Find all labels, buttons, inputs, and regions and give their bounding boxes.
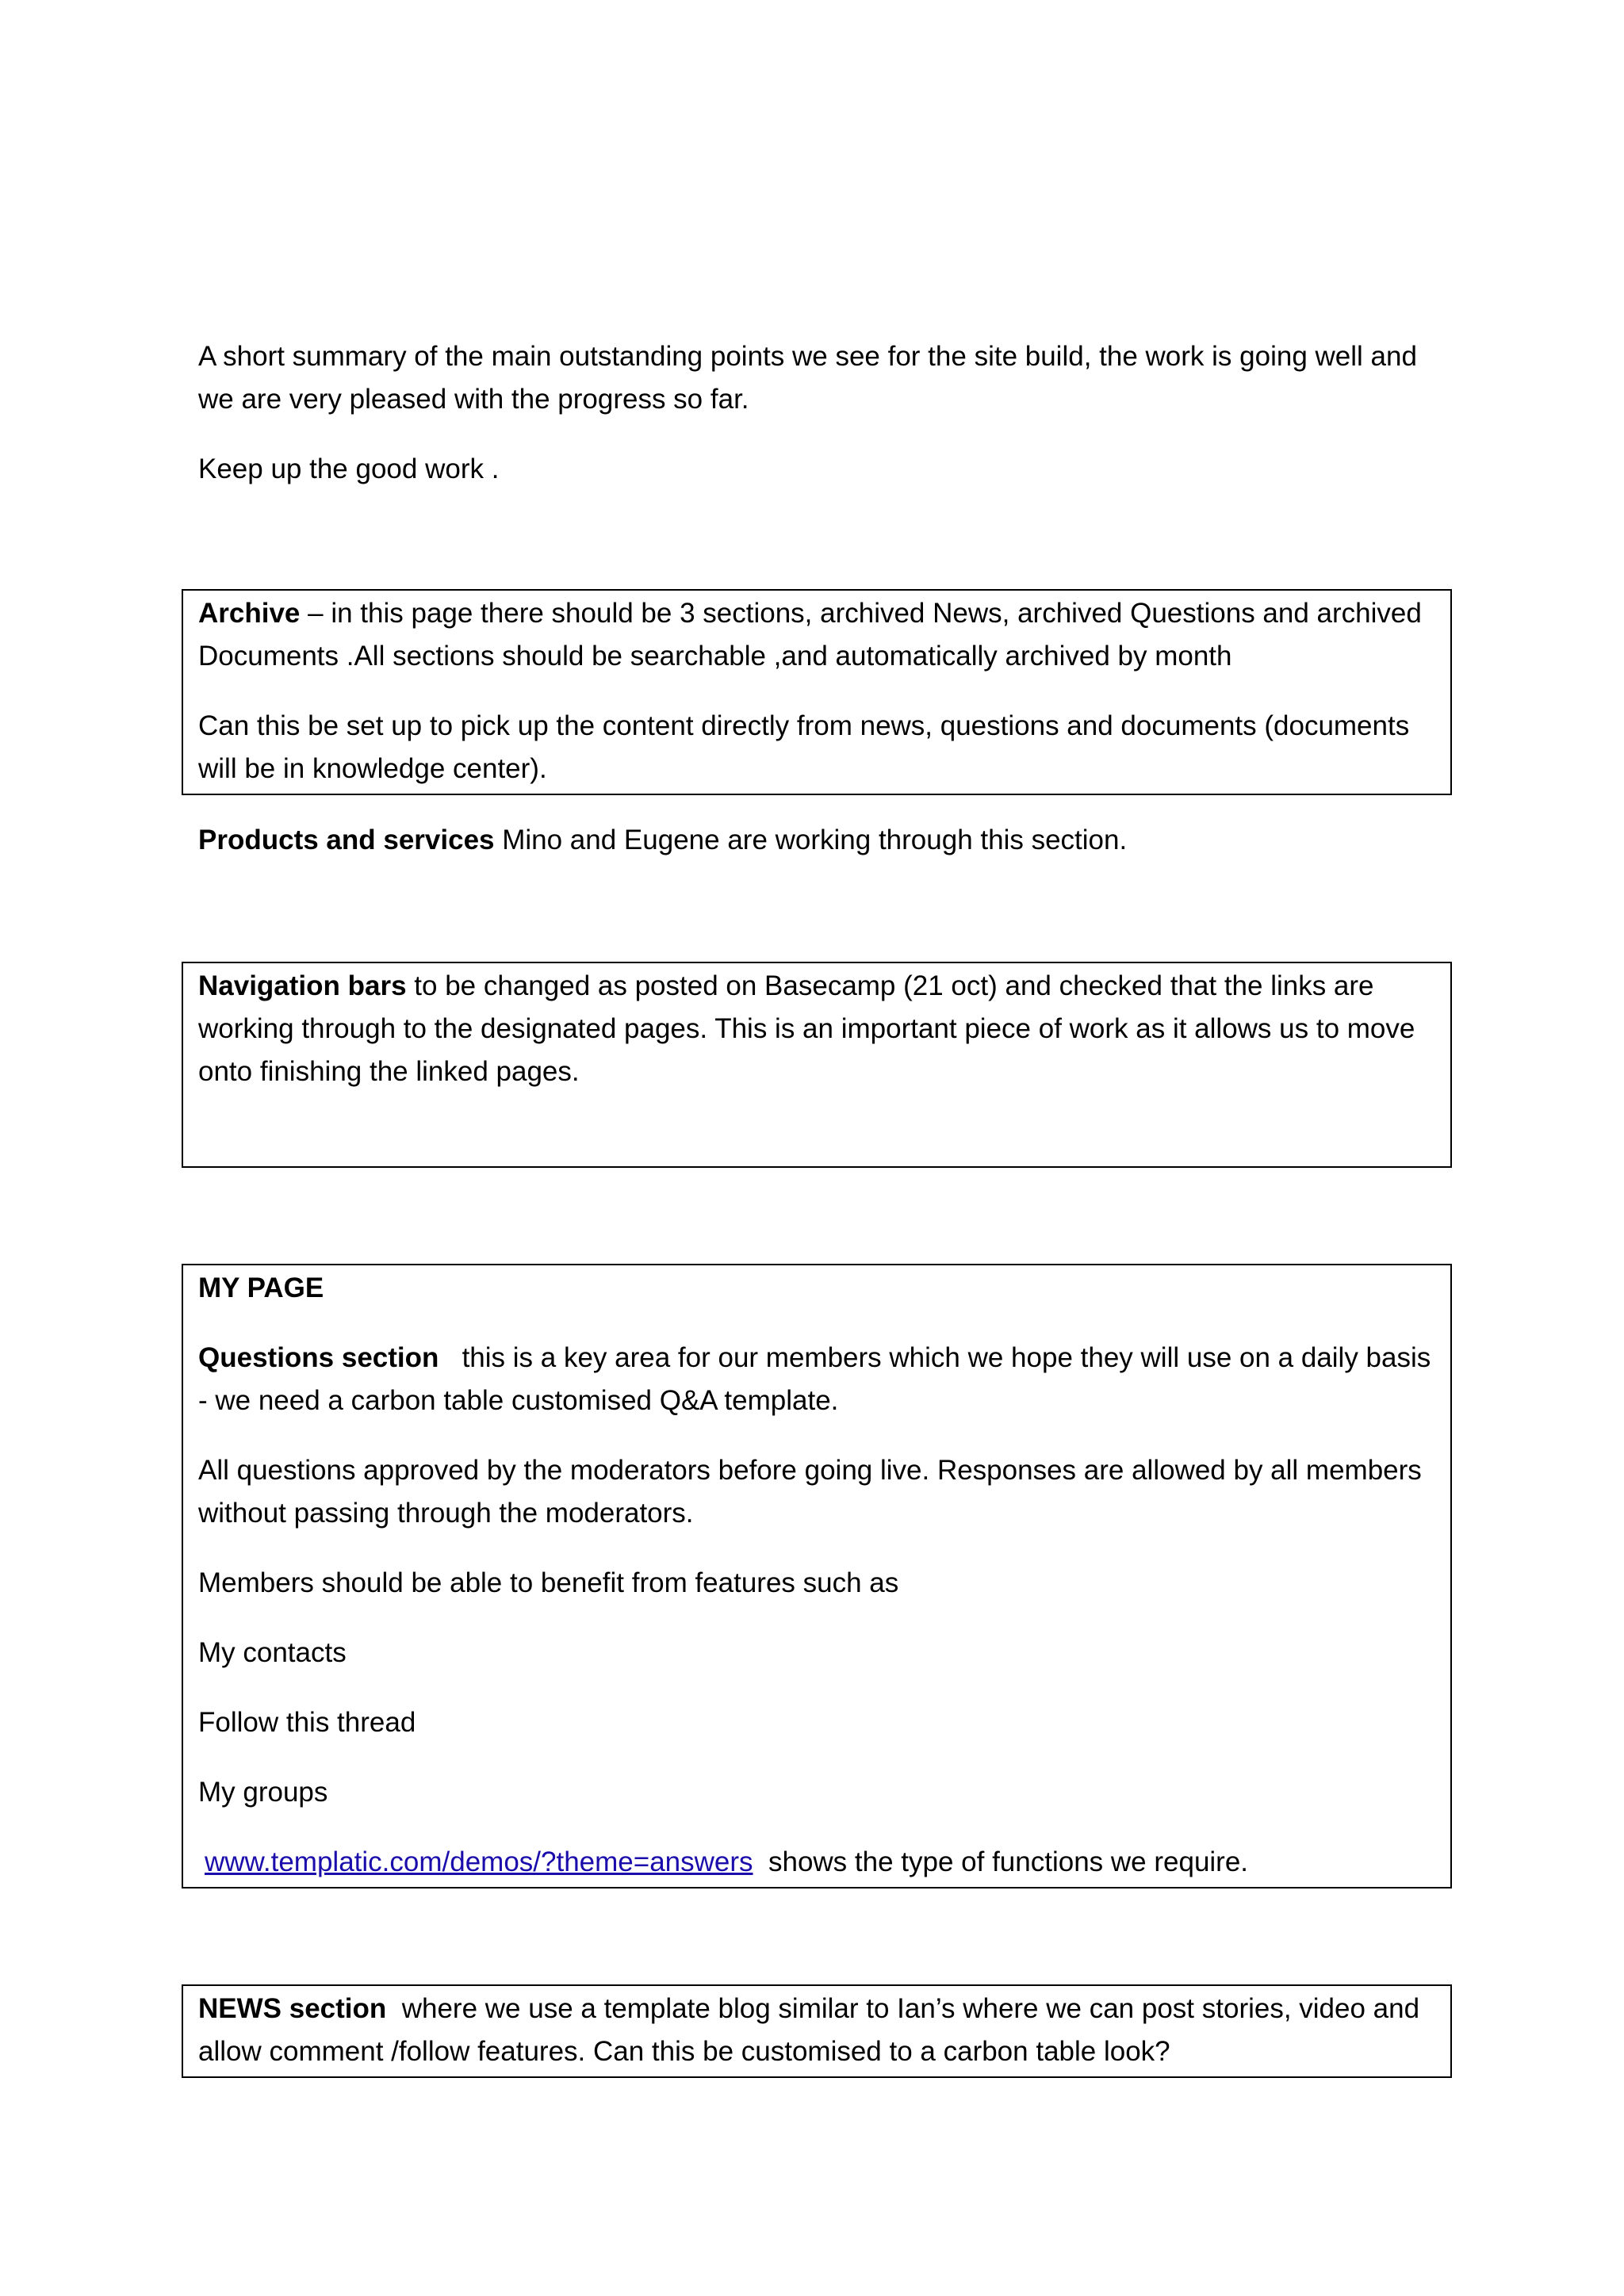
- my-page-title: MY PAGE: [198, 1272, 324, 1303]
- news-text: where we use a template blog similar to Ian’s where we can post stories, video and allow comment /follow features. Can this be customised to a carbon table look?: [198, 1993, 1427, 2067]
- questions-text: this is a key area for our members which we hope they will use on a daily basis - we need a carbon table customised Q&A template.: [198, 1342, 1438, 1416]
- news-paragraph: [198, 1988, 1436, 2073]
- feature-item: My groups: [198, 1777, 328, 1808]
- archive-heading: Archive: [198, 598, 301, 629]
- questions-heading: Questions section: [198, 1342, 439, 1373]
- archive-box: [182, 589, 1452, 795]
- news-heading: NEWS section: [198, 1993, 387, 2024]
- news-box: [182, 1984, 1452, 2078]
- approval-paragraph: All questions approved by the moderators before going live. Responses are allowed by all members without passing through the moderators.: [198, 1455, 1422, 1529]
- navigation-heading: Navigation bars: [198, 970, 407, 1001]
- archive-paragraph: [198, 592, 1436, 678]
- link-suffix: shows the type of functions we require.: [753, 1846, 1249, 1877]
- products-text: Mino and Eugene are working through this section.: [494, 825, 1128, 855]
- archive-question: Can this be set up to pick up the content directly from news, questions and documents (documents will be in knowledge center).: [198, 710, 1410, 784]
- products-paragraph: [198, 819, 1443, 862]
- feature-item: My contacts: [198, 1637, 347, 1668]
- archive-text: – in this page there should be 3 sections, archived News, archived Questions and archived Documents .All sections should be searchable ,and automatically archived by month: [198, 598, 1422, 672]
- feature-item: Follow this thread: [198, 1707, 416, 1738]
- features-intro: Members should be able to benefit from features such as: [198, 1567, 899, 1598]
- questions-paragraph: [198, 1337, 1436, 1422]
- products-heading: Products and services: [198, 825, 495, 855]
- navigation-text: to be changed as posted on Basecamp (21 oct) and checked that the links are working through to the designated pages. This is an important piece of work as it allows us to move onto finishing the linked pages.: [198, 970, 1415, 1087]
- navigation-box: [182, 962, 1452, 1168]
- navigation-paragraph: [198, 965, 1436, 1093]
- my-page-box: [182, 1264, 1452, 1888]
- intro-paragraph: A short summary of the main outstanding points we see for the site build, the work is going well and we are very pleased with the progress so far.: [198, 341, 1417, 415]
- intro-closing-line: Keep up the good work .: [198, 453, 500, 484]
- templatic-demo-link[interactable]: www.templatic.com/demos/?theme=answers: [205, 1846, 753, 1877]
- link-paragraph: [198, 1841, 1436, 1884]
